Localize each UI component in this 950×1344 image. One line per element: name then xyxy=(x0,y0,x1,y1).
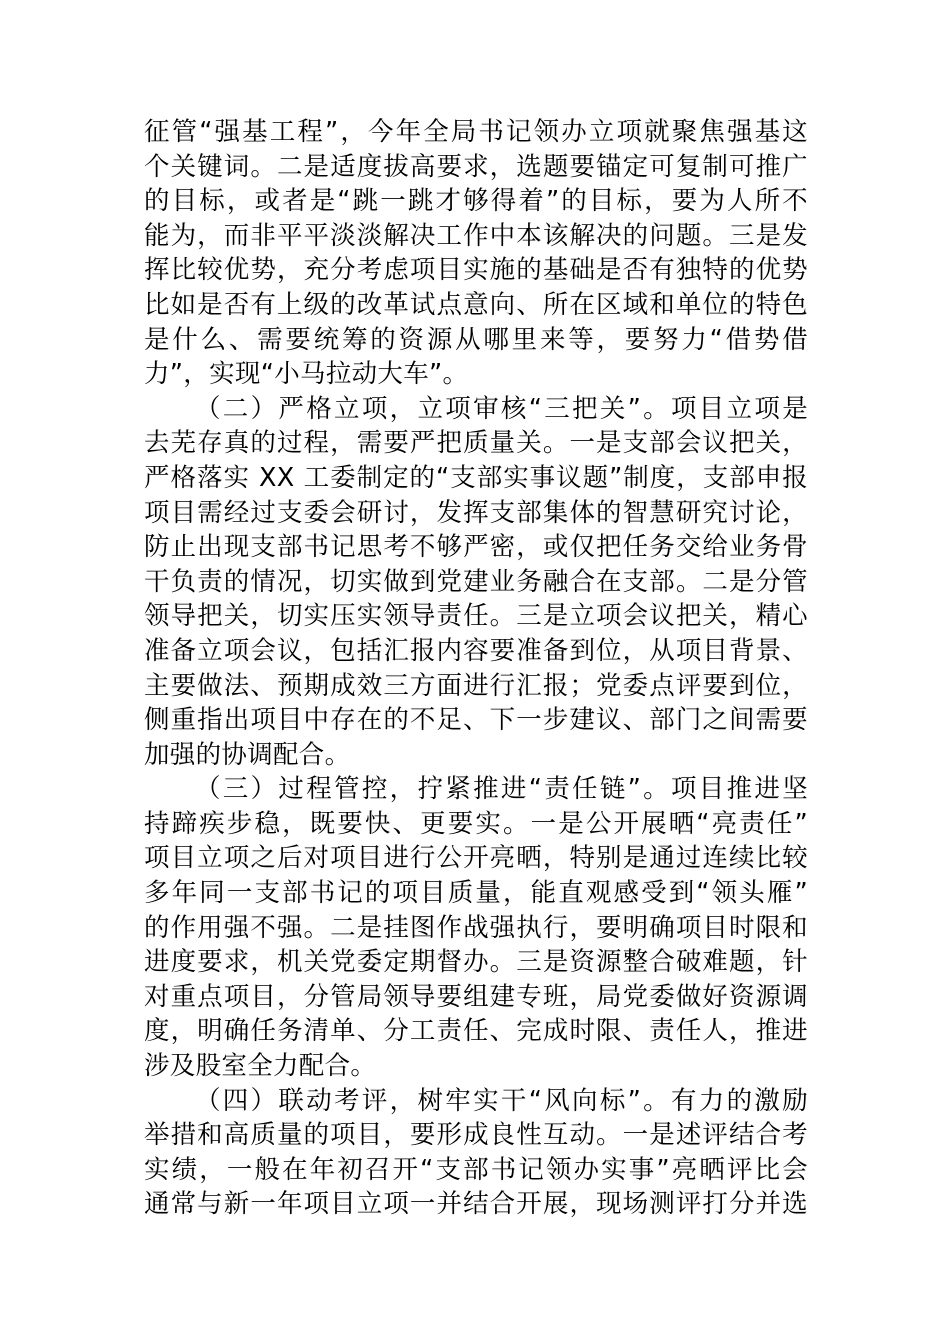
text-line: 举措和高质量的项目，要形成良性互动。一是述评结合考 xyxy=(144,1120,808,1151)
text-line: 多年同一支部书记的项目质量，能直观感受到“领头雁” xyxy=(144,878,808,909)
body-text xyxy=(144,115,808,1222)
text-line: 持蹄疾步稳，既要快、更要实。一是公开展晒“亮责任” xyxy=(144,808,808,839)
text-line: 严格落实 XX 工委制定的“支部实事议题”制度，支部申报 xyxy=(144,462,808,493)
text-line: 能为，而非平平淡淡解决工作中本该解决的问题。三是发 xyxy=(144,220,808,251)
text-line: 的作用强不强。二是挂图作战强执行，要明确项目时限和 xyxy=(144,912,808,943)
text-line: 侧重指出项目中存在的不足、下一步建议、部门之间需要 xyxy=(144,705,808,736)
text-line: 领导把关，切实压实领导责任。三是立项会议把关，精心 xyxy=(144,601,808,632)
text-line: 项目需经过支委会研讨，发挥支部集体的智慧研究讨论， xyxy=(144,497,808,528)
text-line: 去芜存真的过程，需要严把质量关。一是支部会议把关， xyxy=(144,428,808,459)
text-line: 对重点项目，分管局领导要组建专班，局党委做好资源调 xyxy=(144,981,808,1012)
text-line: 是什么、需要统筹的资源从哪里来等，要努力“借势借 xyxy=(144,324,808,355)
section-heading-line: （二）严格立项，立项审核“三把关”。项目立项是 xyxy=(195,393,808,424)
text-line: 度，明确任务清单、分工责任、完成时限、责任人，推进 xyxy=(144,1016,808,1047)
text-line: 征管“强基工程”，今年全局书记领办立项就聚焦强基这 xyxy=(144,117,808,147)
text-line: 个关键词。二是适度拔高要求，选题要锚定可复制可推广 xyxy=(144,151,808,182)
text-line: 防止出现支部书记思考不够严密，或仅把任务交给业务骨 xyxy=(144,532,808,563)
text-line: 准备立项会议，包括汇报内容要准备到位，从项目背景、 xyxy=(144,635,808,666)
text-line: 加强的协调配合。 xyxy=(144,739,351,770)
text-line: 涉及股室全力配合。 xyxy=(144,1051,377,1082)
text-line: 实绩，一般在年初召开“支部书记领办实事”亮晒评比会 xyxy=(144,1154,808,1185)
section-heading-line: （三）过程管控，拧紧推进“责任链”。项目推进坚 xyxy=(195,774,808,805)
text-line: 的目标，或者是“跳一跳才够得着”的目标，要为人所不 xyxy=(144,186,808,217)
section-heading-line: （四）联动考评，树牢实干“风向标”。有力的激励 xyxy=(195,1085,808,1116)
text-line: 项目立项之后对项目进行公开亮晒，特别是通过连续比较 xyxy=(144,843,808,874)
text-line: 比如是否有上级的改革试点意向、所在区域和单位的特色 xyxy=(144,289,808,320)
text-line: 干负责的情况，切实做到党建业务融合在支部。二是分管 xyxy=(144,566,808,597)
text-line: 力”，实现“小马拉动大车”。 xyxy=(144,359,469,390)
text-line: 通常与新一年项目立项一并结合开展，现场测评打分并选 xyxy=(144,1189,808,1220)
text-line: 进度要求，机关党委定期督办。三是资源整合破难题，针 xyxy=(144,947,808,978)
text-line: 主要做法、预期成效三方面进行汇报；党委点评要到位， xyxy=(144,670,808,701)
text-line: 挥比较优势，充分考虑项目实施的基础是否有独特的优势 xyxy=(144,255,808,286)
